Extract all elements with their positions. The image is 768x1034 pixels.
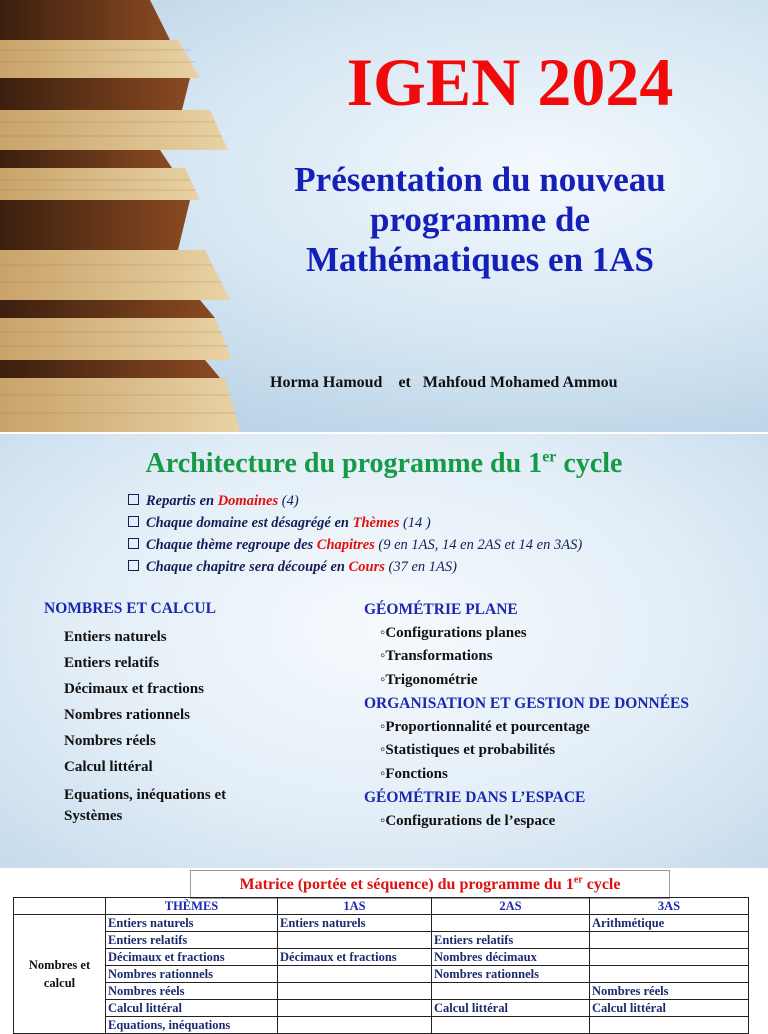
theme-item: ◦Configurations de l’espace [380,812,556,829]
theme-item: ◦Fonctions [380,765,448,782]
bullet-text: Chaque chapitre sera découpé en [146,559,349,575]
table-cell: Entiers relatifs [106,932,278,949]
table-cell [278,1017,432,1034]
table-cell: Nombres rationnels [432,966,590,983]
table-cell: Calcul littéral [590,1000,749,1017]
theme-item: Entiers relatifs [64,655,160,671]
table-cell: Calcul littéral [432,1000,590,1017]
table-row [14,932,749,949]
table-cell [590,949,749,966]
theme-item: Equations, inéquations et [64,787,227,803]
theme-item: Nombres rationnels [64,707,190,723]
slide-title [0,448,768,480]
header-cell [14,898,106,915]
bullet-keyword: Chapitres [316,537,375,553]
theme-item: ◦Configurations planes [380,624,527,641]
header-cell: 1AS [278,898,432,915]
checkbox-bullet-icon [128,494,139,505]
header-cell: THÈMES [106,898,278,915]
table-cell [432,983,590,1000]
title-sup: er [573,874,583,886]
subtitle-line: Présentation du nouveau [294,160,666,199]
domain-nombres-calcul [44,600,226,826]
table-cell [278,1000,432,1017]
theme-item: ◦Statistiques et probabilités [380,742,556,758]
table-cell: Calcul littéral [106,1000,278,1017]
bullet-item [128,534,582,556]
theme-item: ◦Trigonométrie [380,671,478,688]
domains-right-column [364,598,689,833]
checkbox-bullet-icon [128,560,139,571]
bullet-item [128,512,582,534]
authors: Horma Hamoud et Mahfoud Mohamed Ammou [270,374,618,391]
table-header-row [14,898,749,915]
bullet-keyword: Domaines [217,493,279,509]
table-cell: Entiers naturels [106,915,278,932]
theme-item: ◦Transformations [380,648,493,664]
table-cell [432,1017,590,1034]
table-cell: Nombres réels [106,983,278,1000]
subtitle-line: Mathématiques en 1AS [305,240,655,279]
bullet-text: Chaque domaine est désagrégé en [146,515,353,531]
table-cell [590,1017,749,1034]
theme-item: ◦Proportionnalité et pourcentage [380,718,590,735]
title-end: cycle [556,448,623,479]
table-cell: Entiers naturels [278,915,432,932]
bullet-item [128,556,582,578]
table-row [14,1000,749,1017]
domain-heading: GÉOMÉTRIE PLANE [364,601,518,618]
bullet-list [128,490,582,578]
title-end: cycle [582,876,621,893]
bullet-count: (4) [278,493,299,509]
title-text: Matrice (portée et séquence) du programme du 1 [239,876,574,893]
bullet-keyword: Cours [348,559,385,575]
table-row [14,983,749,1000]
domain-heading: NOMBRES ET CALCUL [44,600,216,617]
bullet-keyword: Thèmes [352,515,400,531]
scope-sequence-table [13,897,749,1034]
table-cell [278,932,432,949]
title-slide [0,0,768,432]
theme-item: Décimaux et fractions [64,681,204,697]
checkbox-bullet-icon [128,538,139,549]
theme-item: Systèmes [64,808,123,824]
architecture-slide [0,434,768,868]
table-cell [278,983,432,1000]
bullet-count: (9 en 1AS, 14 en 2AS et 14 en 3AS) [374,537,583,553]
matrix-title [190,870,670,899]
books-stack-image [0,0,245,432]
bullet-count: (37 en 1AS) [384,559,457,575]
presentation-subtitle [250,160,710,280]
table-cell [590,966,749,983]
table-cell: Nombres décimaux [432,949,590,966]
bullet-text: Repartis en [146,493,218,509]
checkbox-bullet-icon [128,516,139,527]
title-text: Architecture du programme du 1 [145,448,543,479]
bullet-text: Chaque thème regroupe des [146,537,317,553]
bullet-item [128,490,582,512]
domain-heading: GÉOMÉTRIE DANS L’ESPACE [364,789,586,806]
table-cell: Nombres rationnels [106,966,278,983]
title-sup: er [542,448,557,466]
table-row [14,915,749,932]
table-cell: Entiers relatifs [432,932,590,949]
table-cell [278,966,432,983]
domain-heading: ORGANISATION ET GESTION DE DONNÉES [364,695,690,712]
table-row [14,966,749,983]
subtitle-line: programme de [370,200,590,239]
table-cell: Décimaux et fractions [106,949,278,966]
header-cell: 3AS [590,898,749,915]
matrix-slide [0,868,768,1032]
table-cell [432,915,590,932]
presentation-title: IGEN 2024 [346,44,674,120]
table-cell: Equations, inéquations [106,1017,278,1034]
table-cell: Arithmétique [590,915,749,932]
theme-item: Calcul littéral [64,759,153,775]
table-row [14,1017,749,1034]
theme-item: Nombres réels [64,733,156,749]
table-cell [590,932,749,949]
domain-cell: Nombres et calcul [14,915,106,1034]
table-cell: Nombres réels [590,983,749,1000]
theme-item: Entiers naturels [64,629,167,645]
table-row [14,949,749,966]
table-cell: Décimaux et fractions [278,949,432,966]
bullet-count: (14 ) [399,515,431,531]
header-cell: 2AS [432,898,590,915]
